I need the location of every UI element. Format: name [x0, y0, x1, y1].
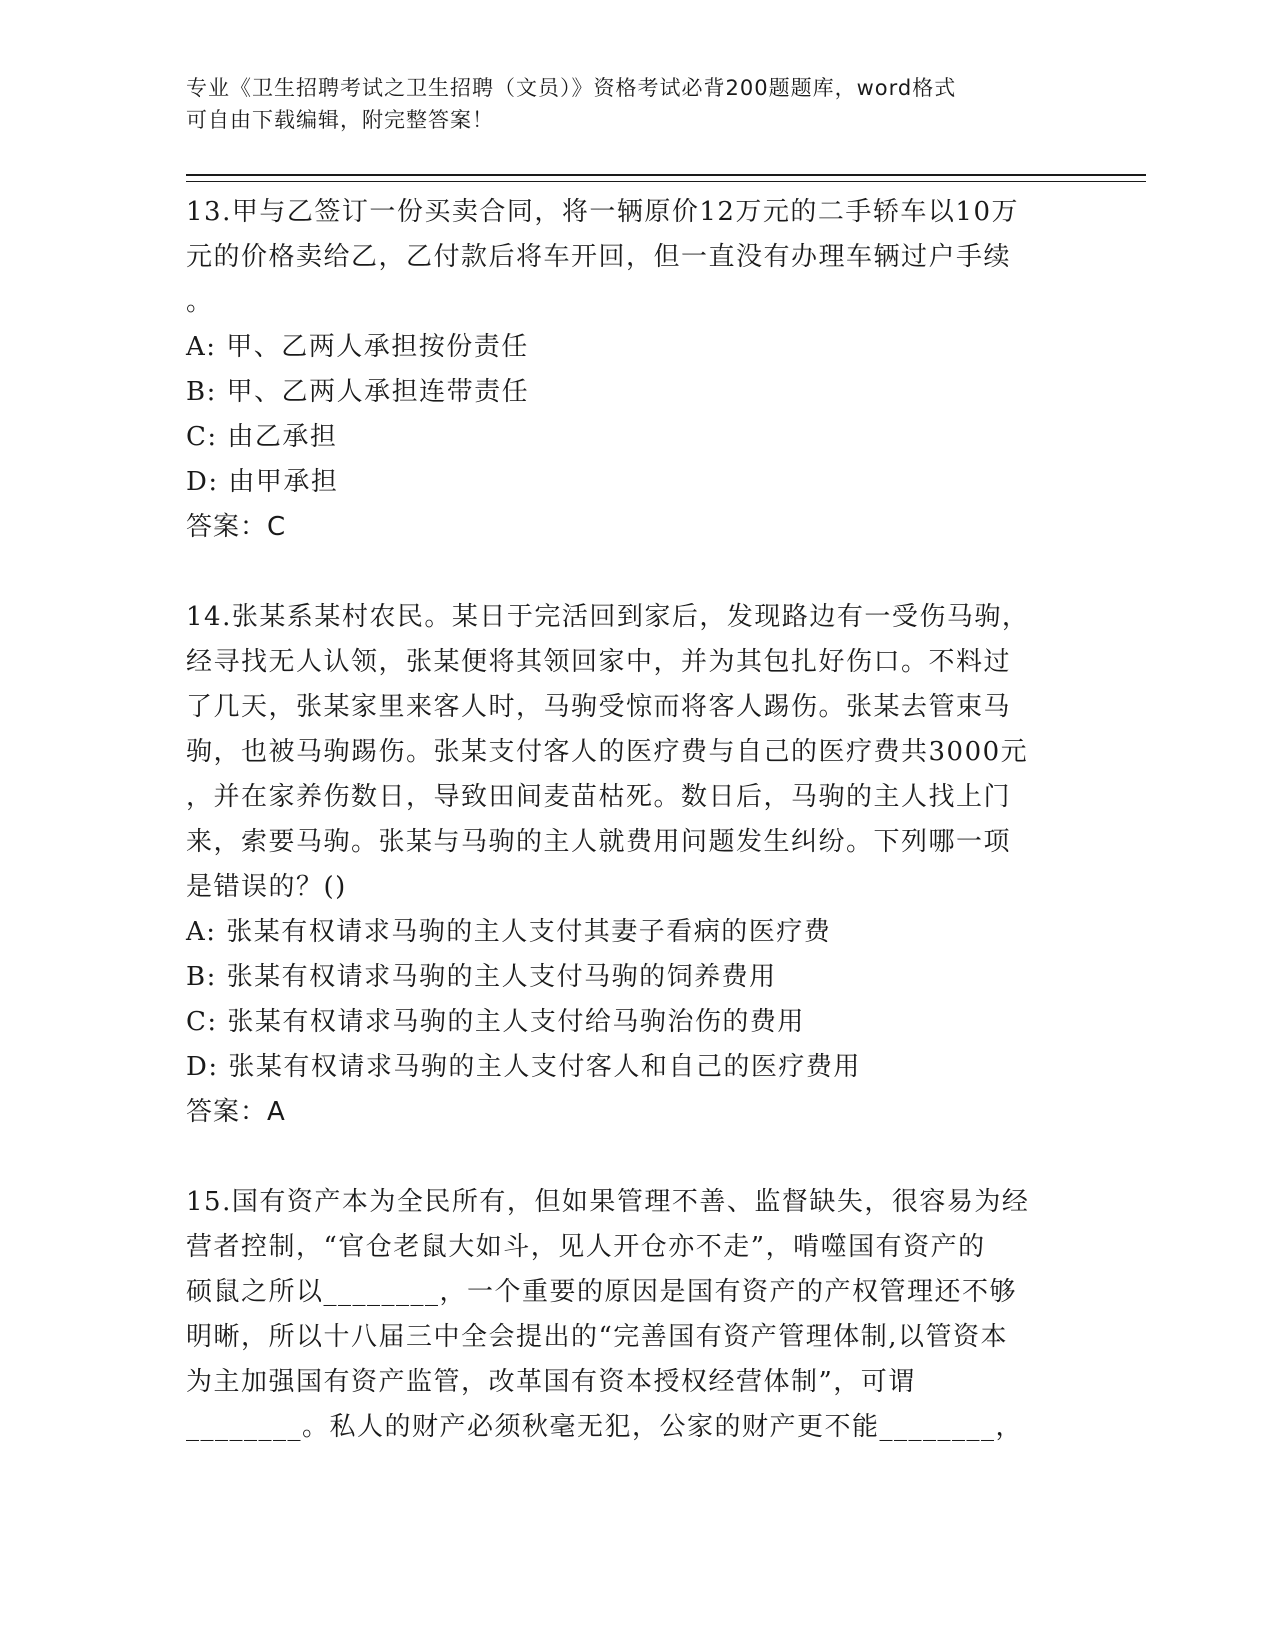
question-13-option-d: D: 由甲承担: [186, 467, 339, 497]
question-14-answer: 答案：A: [186, 1097, 286, 1127]
question-15-line-4: 明晰，所以十八届三中全会提出的“完善国有资产管理体制,以管资本: [186, 1322, 1009, 1352]
question-14-line-1: 14.张某系某村农民。某日于完活回到家后，发现路边有一受伤马驹，: [186, 602, 1030, 632]
question-15-line-2: 营者控制，“官仓老鼠大如斗，见人开仓亦不走”，啃噬国有资产的: [186, 1232, 986, 1262]
question-13: [186, 190, 1066, 550]
question-13-line-2: 元的价格卖给乙，乙付款后将车开回，但一直没有办理车辆过户手续: [186, 242, 1012, 272]
question-list: [186, 190, 1066, 1450]
header-divider-thick: [186, 174, 1146, 176]
question-15-line-6: ________。私人的财产必须秋毫无犯，公家的财产更不能________，: [186, 1412, 1024, 1442]
question-13-line-3: 。: [186, 287, 214, 317]
question-spacer: [186, 1135, 1066, 1180]
question-15: [186, 1180, 1066, 1450]
question-14-line-4: 驹，也被马驹踢伤。张某支付客人的医疗费与自己的医疗费共3000元: [186, 737, 1029, 767]
question-14-line-3: 了几天，张某家里来客人时，马驹受惊而将客人踢伤。张某去管束马: [186, 692, 1012, 722]
header-line-2: 可自由下载编辑，附完整答案！: [186, 108, 494, 132]
question-15-line-3: 硕鼠之所以________，一个重要的原因是国有资产的产权管理还不够: [186, 1277, 1018, 1307]
question-13-option-a: A: 甲、乙两人承担按份责任: [186, 332, 529, 362]
question-14-line-2: 经寻找无人认领，张某便将其领回家中，并为其包扎好伤口。不料过: [186, 647, 1012, 677]
question-13-line-1: 13.甲与乙签订一份买卖合同，将一辆原价12万元的二手轿车以10万: [186, 197, 1020, 227]
header-divider-thin: [186, 181, 1146, 182]
header-line-1: 专业《卫生招聘考试之卫生招聘（文员）》资格考试必背200题题库，word格式: [186, 76, 957, 100]
question-14-option-d: D: 张某有权请求马驹的主人支付客人和自己的医疗费用: [186, 1052, 861, 1082]
document-header: [186, 72, 1066, 136]
question-15-line-5: 为主加强国有资产监管，改革国有资本授权经营体制”，可谓: [186, 1367, 916, 1397]
question-13-answer: 答案：C: [186, 512, 287, 542]
question-13-option-b: B: 甲、乙两人承担连带责任: [186, 377, 530, 407]
question-spacer: [186, 550, 1066, 595]
question-14-line-7: 是错误的？(): [186, 872, 347, 902]
question-14: [186, 595, 1066, 1135]
question-14-option-c: C: 张某有权请求马驹的主人支付给马驹治伤的费用: [186, 1007, 805, 1037]
question-14-option-a: A: 张某有权请求马驹的主人支付其妻子看病的医疗费: [186, 917, 832, 947]
question-13-option-c: C: 由乙承担: [186, 422, 338, 452]
question-14-option-b: B: 张某有权请求马驹的主人支付马驹的饲养费用: [186, 962, 777, 992]
question-14-line-6: 来，索要马驹。张某与马驹的主人就费用问题发生纠纷。下列哪一项: [186, 827, 1012, 857]
question-14-line-5: ，并在家养伤数日，导致田间麦苗枯死。数日后，马驹的主人找上门: [186, 782, 1012, 812]
question-15-line-1: 15.国有资产本为全民所有，但如果管理不善、监督缺失，很容易为经: [186, 1187, 1030, 1217]
